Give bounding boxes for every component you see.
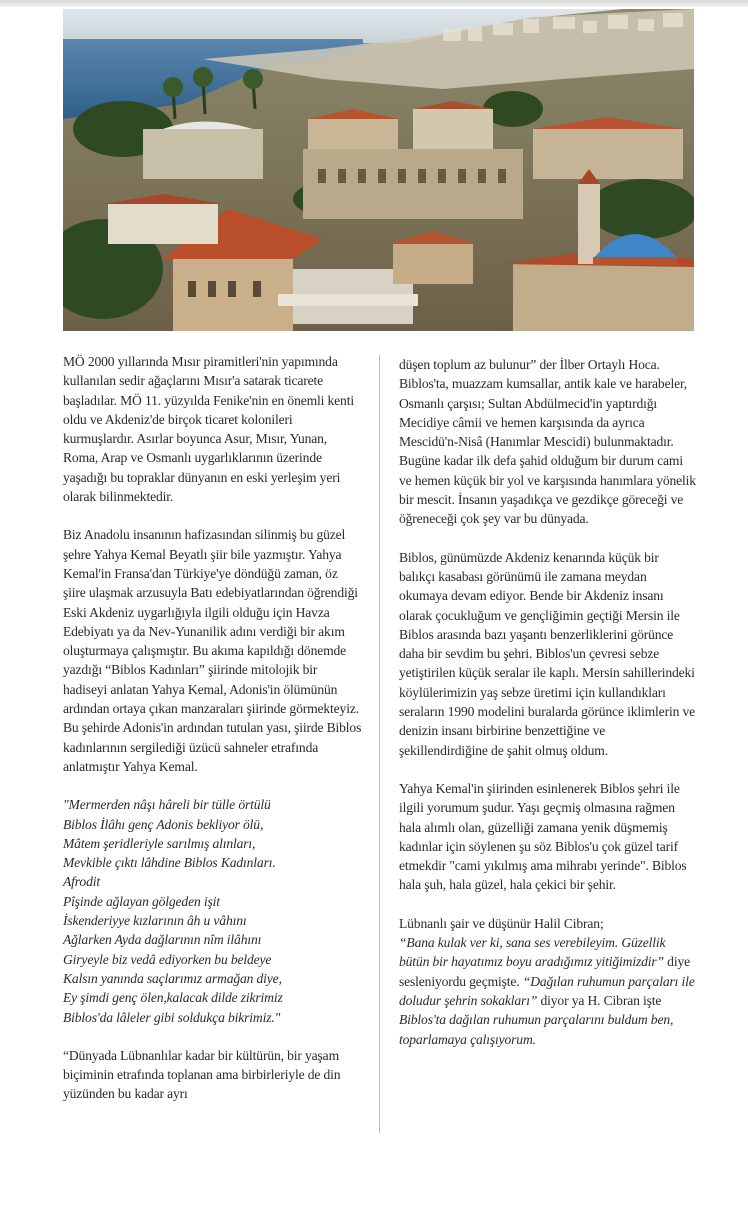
poem-line: Biblos'da lâleler gibi soldukça bikrimiz." — [63, 1009, 281, 1025]
column-divider — [379, 355, 380, 1133]
cibran-quote-2: “Dağılan ruhumun parçaları ile doludur şehrin sokakları” — [399, 973, 695, 1008]
poem-biblos-kadinlari — [63, 795, 363, 1027]
cibran-text-1: diye sesleniyordu geçmişte. — [399, 954, 690, 989]
cibran-quote-3: Biblos'ta dağılan ruhumun parçalarını buldum ben, toparlamaya çalışıyorum. — [399, 1012, 674, 1047]
left-paragraph-2: Biz Anadolu insanının hafizasından silinmiş bu güzel şehre Yahya Kemal Beyatlı şiir bile yazmıştır. Yahya Kemal'in Fransa'dan Türkiye'ye döndüğü zaman, öz şiire ulaşmak arzusuyla Batı edebiyatlarından öğrendiği Eski Akdeniz uygarlığıyla ilgili olduğu için Havza Edebiyatı ya da Nev-Yunanilik adını verdiği bir akım oluşturmaya çalışmıştır. Bu akıma kapıldığı dönemde yazdığı “Biblos Kadınları” şiirinde mitolojik bir hadiseyi anlatan Yahya Kemal, Adonis'in ölümünün ardından ortaya çıkan manzaraları şiirinde görmekteyiz. Bu şehirde Adonis'in ardından tutulan yası, şiirde Biblos kadınlarının sergilediği üzücü sahneler etrafında anlatmıştır Yahya Kemal. — [63, 527, 362, 774]
poem-line: Mevkible çıktı lâhdine Biblos Kadınları. — [63, 855, 276, 871]
poem-line: Pîşinde ağlayan gölgeden işit — [63, 893, 220, 909]
poem-line: Ağlarken Ayda dağlarının nîm ilâhını — [63, 932, 262, 948]
poem-line: İskenderiyye kızlarının âh u vâhını — [63, 913, 247, 929]
right-paragraph-2: Biblos, günümüzde Akdeniz kenarında küçük bir balıkçı kasabası görünümü ile zamana meydan okumaya devam ediyor. Bende bir Akdeniz insanı olarak çocukluğum ve gençliğimin geçtiği Mersin ile Biblos arasında bazı yaşantı benzerliklerini görünce daha bir sevdim bu şehri. Biblos'un çevresi sebze yetiştirilen küçük seralar ile kaplı. Mersin sahillerindeki köylülerimizin yaş sebze üretimi için kullandıkları seraların 1990 modelini buralarda görünce iklimlerin ve denizin insanı birbirine benzettiğine ve şekillendirdiğine de şahit olmuş oldum. — [399, 549, 695, 758]
left-paragraph-3: “Dünyada Lübnanlılar kadar bir kültürün, bir yaşam biçiminin etrafında toplanan ama birbirleriyle de din yüzünden bu kadar ayrı — [63, 1047, 341, 1102]
left-paragraph-1: MÖ 2000 yıllarında Mısır piramitleri'nin yapımında kullanılan sedir ağaçlarını Mısır'a satarak ticarete başladılar. MÖ 11. yüzyılda Fenike'nin en önemli kenti oldu ve Akdeniz'de birçok ticaret kolonileri kurmuşlardır. Asırlar boyunca Asur, Mısır, Yunan, Roma, Arap ve Osmanlı uygarlıklarının üzerinde yaşadığı bu topraklar dünyanın en eski yerleşim yeri olarak bilinmektedir. — [63, 354, 354, 505]
poem-line: Kalsın yanında saçlarımız armağan diye, — [63, 970, 282, 986]
right-paragraph-3: Yahya Kemal'in şiirinden esinlenerek Biblos şehri ile ilgili yorumum şudur. Yaşı geçmiş olmasına rağmen hala alımlı olan, güzelliği zamana yenik düşmemiş kadınlar için söylenen şu söz Biblos'u çok güzel tarif etmekdir "cami yıkılmış ama mihrabı yerinde". Biblos hala şuh, hala güzel, hala çekici bir şehir. — [399, 780, 687, 893]
page-top-strip — [0, 0, 748, 7]
cibran-quote-1: “Bana kulak ver ki, sana ses verebileyim. Güzellik bütün bir hayatımız boyu aradığımız yitiğimizdir” — [399, 935, 666, 970]
left-column — [63, 352, 363, 1123]
poem-line: Giryeyle biz vedâ ediyorken bu beldeye — [63, 951, 272, 967]
right-column — [399, 355, 697, 1068]
right-paragraph-1: düşen toplum az bulunur” der İlber Ortaylı Hoca. Biblos'ta, muazzam kumsallar, antik kale ve harabeler, Osmanlı çarşısı; Sultan Abdülmecid'in yaptırdığı Mecidiye câmii ve hemen karşısında da ayrıca Mescidü'n-Nisâ (Hanımlar Mescidi) bulunmaktadır. Bugüne kadar ilk defa şahid olduğum bir durum cami ve hemen küçük bir yol ve karşısında hanımlara yönelik bir mescit. İnsanın yaşadıkça ve gezdikçe göreceği ve öğreneceği çok şey var bu dünyada. — [399, 357, 696, 527]
poem-line: Biblos İlâhı genç Adonis bekliyor ölü, — [63, 816, 264, 832]
poem-line: Ey şimdi genç ölen,kalacak dilde zikrimiz — [63, 990, 283, 1006]
cibran-text-2: diyor ya H. Cibran işte — [537, 992, 662, 1008]
byblos-town-photo — [63, 9, 694, 331]
poem-line: "Mermerden nâşı hâreli bir tülle örtülü — [63, 797, 271, 813]
right-paragraph-4 — [399, 914, 697, 1049]
cibran-intro: Lübnanlı şair ve düşünür Halil Cibran; — [399, 915, 604, 931]
poem-line: Mâtem şeridleriyle sarılmış alınları, — [63, 835, 256, 851]
poem-line: Afrodit — [63, 874, 100, 890]
